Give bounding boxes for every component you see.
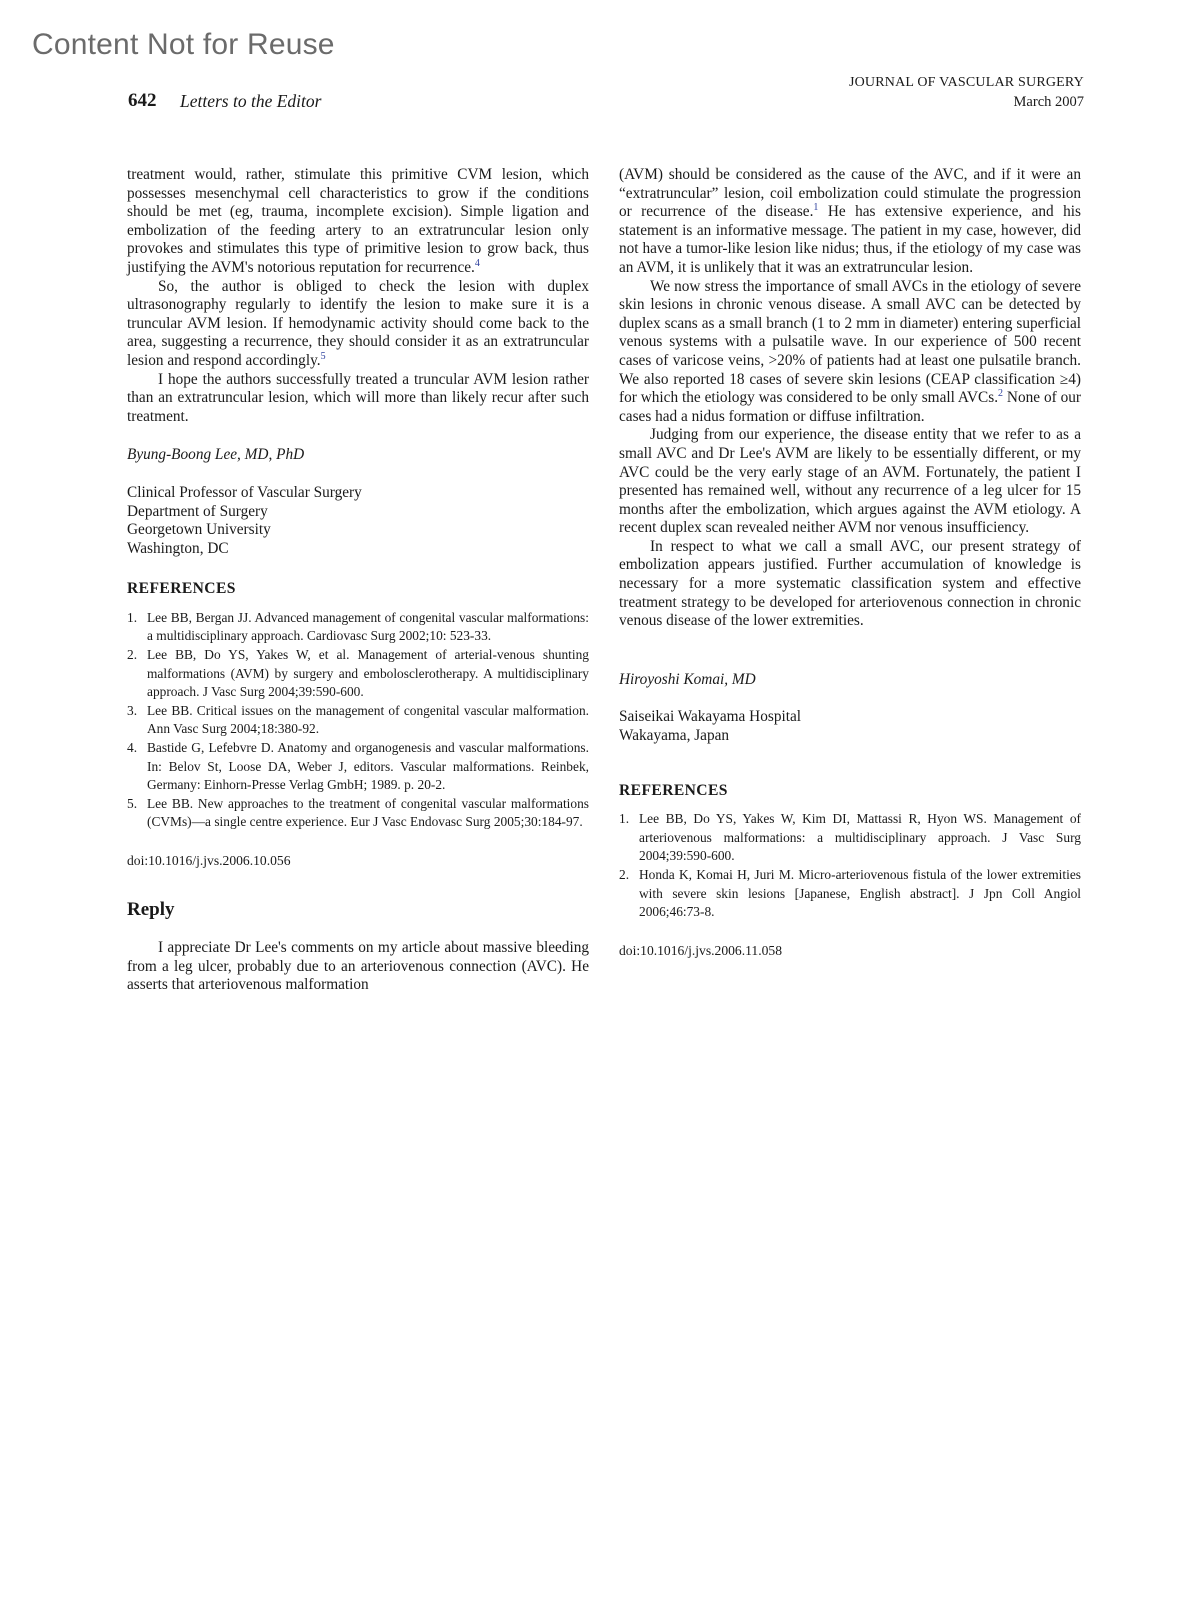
citation-link[interactable]: 2 [998, 388, 1004, 400]
affiliation-line: Department of Surgery [127, 502, 268, 520]
references-heading: REFERENCES [619, 781, 728, 799]
affiliation-line: Wakayama, Japan [619, 727, 730, 745]
citation-link[interactable]: 5 [320, 350, 326, 362]
reference-item: 1. Lee BB, Do YS, Yakes W, Kim DI, Mattassi R, Hyon WS. Management of arteriovenous malformations: a multidisciplinary approach. J Vasc Surg 2004;39:590-600. [619, 811, 1081, 864]
reference-list [619, 810, 1081, 922]
citation-link[interactable]: 4 [474, 257, 480, 269]
author-affiliation [127, 484, 589, 558]
reference-item: 5. Lee BB. New approaches to the treatment of congenital vascular malformations (CVMs)—a single centre experience. Eur J Vasc Endovasc Surg 2005;30:184-97. [127, 795, 589, 830]
reference-item: 3. Lee BB. Critical issues on the management of congenital vascular malformation. Ann Vasc Surg 2004;18:380-92. [127, 702, 589, 737]
affiliation-line: Saiseikai Wakayama Hospital [619, 708, 802, 726]
affiliation-line: Clinical Professor of Vascular Surgery [127, 483, 362, 501]
references-heading: REFERENCES [127, 580, 236, 598]
watermark: Content Not for Reuse [32, 28, 335, 61]
author-signature: Hiroyoshi Komai, MD [619, 670, 756, 688]
author-signature: Byung-Boong Lee, MD, PhD [127, 446, 305, 464]
affiliation-line: Georgetown University [127, 521, 271, 539]
reference-item: 2. Honda K, Komai H, Juri M. Micro-arteriovenous fistula of the lower extremities with severe skin lesions [Japanese, English abstract]. J Jpn Coll Angiol 2006;46:73-8. [619, 867, 1081, 920]
doi-link[interactable]: doi:10.1016/j.jvs.2006.10.056 [127, 853, 291, 868]
right-column [619, 166, 1081, 960]
letter-paragraph: treatment would, rather, stimulate this primitive CVM lesion, which possesses mesenchymal cell characteristics to grow if the conditions should be met (eg, trauma, incomplete excision). Simple ligation and embolization of the feeding artery to an extratruncular lesion only provokes and stimulates this type of primitive lesion to grow back, thus justifying the AVM's notorious reputation for recurrence.$^4$ [127, 166, 589, 276]
left-column [127, 166, 589, 995]
reply-heading: Reply [127, 898, 175, 920]
page-number: 642 [128, 90, 157, 111]
author-affiliation [619, 708, 1081, 745]
journal-name: JOURNAL OF VASCULAR SURGERY [848, 75, 1084, 90]
reply-paragraph: We now stress the importance of small AVCs in the etiology of severe skin lesions in chronic venous disease. A small AVC can be detected by duplex scans as a small branch (1 to 2 mm in diameter) entering superficial venous systems with a pulsatile wave. In our experience of 500 recent cases of varicose veins, >20% of patients had at least one pulsatile branch. We also reported 18 cases of severe skin lesions (CEAP classification ≥4) for which the etiology was considered to be only small AVCs.$^2$ None of our cases had a nidus formation or diffuse infiltration. [619, 277, 1081, 425]
affiliation-line: Washington, DC [127, 539, 229, 557]
reply-paragraph: I appreciate Dr Lee's comments on my article about massive bleeding from a leg ulcer, probably due to an arteriovenous connection (AVC). He asserts that arteriovenous malformation [127, 939, 589, 994]
reference-list [127, 609, 589, 832]
doi-link[interactable]: doi:10.1016/j.jvs.2006.11.058 [619, 942, 783, 958]
section-title: Letters to the Editor [180, 91, 322, 111]
reference-item: 1. Lee BB, Bergan JJ. Advanced management of congenital vascular malformations: a multidisciplinary approach. Cardiovasc Surg 2002;10: 523-33. [127, 609, 589, 644]
issue-date: March 2007 [1013, 94, 1084, 110]
letter-paragraph: So, the author is obliged to check the lesion with duplex ultrasonography regularly to identify the lesion to make sure it is a truncular AVM lesion. If hemodynamic activity should come back to the area, suggesting a recurrence, they should consider it as an extratruncular lesion and respond accordingly.$^5$ [127, 277, 589, 369]
letter-paragraph: I hope the authors successfully treated a truncular AVM lesion rather than an extratruncular lesion, which will more than likely recur after such treatment. [127, 370, 589, 425]
reply-paragraph: Judging from our experience, the disease entity that we refer to as a small AVC and Dr Lee's AVM are likely to be essentially different, or my AVC could be the very early stage of an AVM. Fortunately, the patient I presented has remained well, without any recurrence of a leg ulcer for 15 months after the embolization, which argues against the AVM etiology. A recent duplex scan revealed neither AVM nor venous insufficiency. [619, 426, 1081, 537]
reply-paragraph: (AVM) should be considered as the cause of the AVC, and if it were an “extratruncular” lesion, coil embolization could stimulate the progression or recurrence of the disease.$^1$ He has extensive experience, and his statement is an informative message. The patient in my case, however, did not have a tumor-like lesion like nidus; thus, if the etiology of my case was an AVM, it is unlikely that it was an extratruncular lesion. [619, 166, 1081, 276]
reply-paragraph: In respect to what we call a small AVC, our present strategy of embolization appears justified. Further accumulation of knowledge is necessary for a more systematic classification system and effective treatment strategy to be developed for arteriovenous connection in chronic venous disease of the lower extremities. [619, 537, 1081, 630]
citation-link[interactable]: 1 [813, 202, 819, 214]
reference-item: 4. Bastide G, Lefebvre D. Anatomy and organogenesis and vascular malformations. In: Belov St, Loose DA, Weber J, editors. Vascular malformations. Reinbek, Germany: Einhorn-Presse Verlag GmbH; 1989. p. 20-2. [127, 740, 589, 793]
reference-item: 2. Lee BB, Do YS, Yakes W, et al. Management of arterial-venous shunting malformations (AVM) by surgery and embolosclerotherapy. A multidisciplinary approach. J Vasc Surg 2004;39:590-600. [127, 647, 589, 700]
